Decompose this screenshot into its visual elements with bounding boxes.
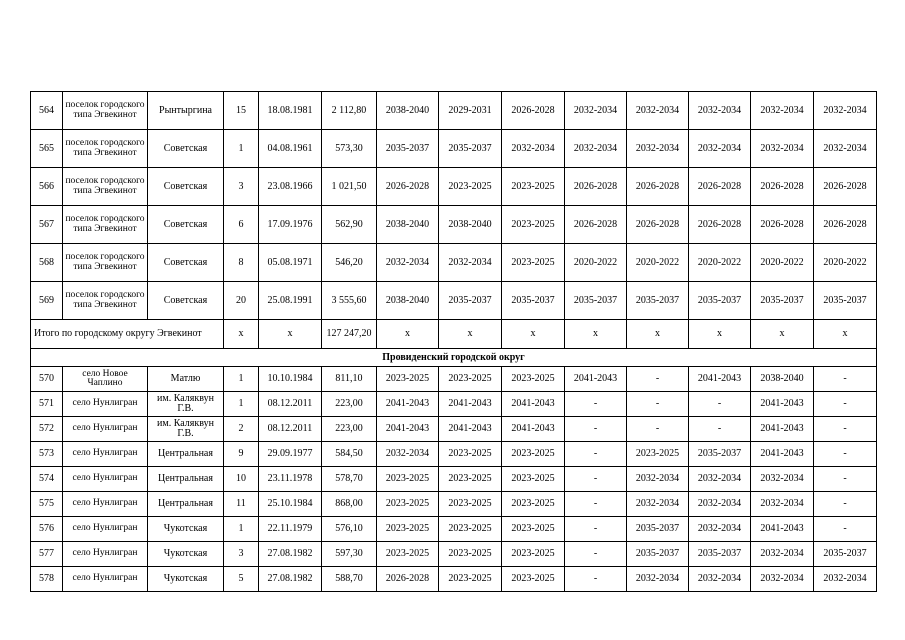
period-cell: 2038-2040	[751, 367, 814, 392]
period-cell: 2032-2034	[689, 92, 751, 130]
period-cell: 2032-2034	[377, 244, 439, 282]
total-period-cell: х	[565, 320, 627, 349]
street-cell: Чукотская	[148, 542, 224, 567]
table-row	[31, 517, 877, 542]
area-cell: 1 021,50	[322, 168, 377, 206]
period-cell: 2032-2034	[751, 567, 814, 592]
period-cell: 2026-2028	[814, 206, 877, 244]
commission-date-cell: 18.08.1981	[259, 92, 322, 130]
house-number-cell: 8	[224, 244, 259, 282]
area-cell: 588,70	[322, 567, 377, 592]
period-cell: 2032-2034	[689, 467, 751, 492]
house-number-cell: 3	[224, 168, 259, 206]
period-cell: 2041-2043	[689, 367, 751, 392]
section-title: Провиденский городской округ	[31, 349, 877, 367]
area-cell: 223,00	[322, 392, 377, 417]
period-cell: 2032-2034	[814, 92, 877, 130]
commission-date-cell: 22.11.1979	[259, 517, 322, 542]
period-cell: 2035-2037	[377, 130, 439, 168]
period-cell: 2035-2037	[627, 542, 689, 567]
period-cell: -	[627, 367, 689, 392]
period-cell: -	[565, 442, 627, 467]
total-period-cell: х	[689, 320, 751, 349]
area-cell: 576,10	[322, 517, 377, 542]
locality-cell: поселок городского типа Эгвекинот	[63, 282, 148, 320]
commission-date-cell: 25.08.1991	[259, 282, 322, 320]
house-number-cell: 11	[224, 492, 259, 517]
period-cell: 2038-2040	[377, 282, 439, 320]
period-cell: 2023-2025	[377, 467, 439, 492]
period-cell: 2023-2025	[502, 567, 565, 592]
period-cell: 2023-2025	[502, 542, 565, 567]
locality-cell: село Новое Чаплино	[63, 367, 148, 392]
house-number-cell: 1	[224, 130, 259, 168]
street-cell: Чукотская	[148, 567, 224, 592]
house-number-cell: 1	[224, 392, 259, 417]
document-page	[30, 91, 876, 592]
house-number-cell: 9	[224, 442, 259, 467]
period-cell: 2023-2025	[439, 367, 502, 392]
row-number: 578	[31, 567, 63, 592]
commission-date-cell: 29.09.1977	[259, 442, 322, 467]
period-cell: 2026-2028	[814, 168, 877, 206]
period-cell: 2023-2025	[439, 168, 502, 206]
house-number-cell: 3	[224, 542, 259, 567]
period-cell: 2035-2037	[502, 282, 565, 320]
locality-cell: село Нунлигран	[63, 542, 148, 567]
period-cell: 2026-2028	[502, 92, 565, 130]
street-cell: Советская	[148, 130, 224, 168]
period-cell: 2035-2037	[439, 282, 502, 320]
area-cell: 562,90	[322, 206, 377, 244]
locality-cell: поселок городского типа Эгвекинот	[63, 244, 148, 282]
row-number: 566	[31, 168, 63, 206]
commission-date-cell: 10.10.1984	[259, 367, 322, 392]
period-cell: 2035-2037	[689, 542, 751, 567]
locality-cell: село Нунлигран	[63, 467, 148, 492]
period-cell: 2032-2034	[565, 130, 627, 168]
period-cell: 2023-2025	[502, 442, 565, 467]
period-cell: -	[565, 567, 627, 592]
house-number-cell: 1	[224, 517, 259, 542]
area-cell: 597,30	[322, 542, 377, 567]
period-cell: 2023-2025	[627, 442, 689, 467]
period-cell: -	[689, 392, 751, 417]
period-cell: -	[814, 442, 877, 467]
total-period-cell: х	[814, 320, 877, 349]
street-cell: им. Каляквун Г.В.	[148, 392, 224, 417]
section-header-row	[31, 349, 877, 367]
period-cell: 2020-2022	[814, 244, 877, 282]
period-cell: 2035-2037	[689, 442, 751, 467]
row-number: 570	[31, 367, 63, 392]
period-cell: 2029-2031	[439, 92, 502, 130]
period-cell: 2023-2025	[377, 542, 439, 567]
street-cell: Советская	[148, 206, 224, 244]
period-cell: 2023-2025	[502, 492, 565, 517]
row-number: 564	[31, 92, 63, 130]
period-cell: 2026-2028	[377, 168, 439, 206]
period-cell: 2023-2025	[377, 517, 439, 542]
locality-cell: поселок городского типа Эгвекинот	[63, 130, 148, 168]
table-row	[31, 442, 877, 467]
area-cell: 578,70	[322, 467, 377, 492]
commission-date-cell: 08.12.2011	[259, 392, 322, 417]
table-row	[31, 567, 877, 592]
period-cell: 2023-2025	[439, 467, 502, 492]
period-cell: 2041-2043	[377, 392, 439, 417]
period-cell: 2032-2034	[689, 517, 751, 542]
period-cell: 2035-2037	[814, 542, 877, 567]
period-cell: 2020-2022	[751, 244, 814, 282]
locality-cell: село Нунлигран	[63, 492, 148, 517]
house-number-cell: 2	[224, 417, 259, 442]
period-cell: 2026-2028	[689, 206, 751, 244]
street-cell: им. Каляквун Г.В.	[148, 417, 224, 442]
table-row	[31, 542, 877, 567]
period-cell: 2026-2028	[627, 206, 689, 244]
period-cell: 2041-2043	[751, 442, 814, 467]
row-number: 567	[31, 206, 63, 244]
period-cell: 2023-2025	[439, 567, 502, 592]
period-cell: 2026-2028	[565, 206, 627, 244]
commission-date-cell: 27.08.1982	[259, 567, 322, 592]
area-cell: 811,10	[322, 367, 377, 392]
area-cell: 868,00	[322, 492, 377, 517]
period-cell: 2041-2043	[502, 417, 565, 442]
period-cell: -	[565, 392, 627, 417]
area-cell: 546,20	[322, 244, 377, 282]
table-row	[31, 92, 877, 130]
locality-cell: село Нунлигран	[63, 417, 148, 442]
total-period-cell: х	[377, 320, 439, 349]
street-cell: Матлю	[148, 367, 224, 392]
commission-date-cell: 27.08.1982	[259, 542, 322, 567]
period-cell: -	[814, 417, 877, 442]
period-cell: 2020-2022	[565, 244, 627, 282]
street-cell: Советская	[148, 244, 224, 282]
street-cell: Советская	[148, 168, 224, 206]
commission-date-cell: 23.11.1978	[259, 467, 322, 492]
commission-date-cell: 17.09.1976	[259, 206, 322, 244]
period-cell: 2023-2025	[439, 517, 502, 542]
period-cell: 2032-2034	[689, 492, 751, 517]
period-cell: 2023-2025	[439, 442, 502, 467]
period-cell: 2023-2025	[439, 542, 502, 567]
period-cell: -	[814, 367, 877, 392]
period-cell: 2023-2025	[502, 244, 565, 282]
house-number-cell: 20	[224, 282, 259, 320]
period-cell: -	[565, 492, 627, 517]
period-cell: -	[565, 417, 627, 442]
commission-date-cell: 05.08.1971	[259, 244, 322, 282]
period-cell: 2035-2037	[814, 282, 877, 320]
row-number: 569	[31, 282, 63, 320]
period-cell: 2041-2043	[565, 367, 627, 392]
area-cell: 584,50	[322, 442, 377, 467]
row-number: 571	[31, 392, 63, 417]
street-cell: Центральная	[148, 492, 224, 517]
period-cell: -	[814, 517, 877, 542]
commission-date-cell: 25.10.1984	[259, 492, 322, 517]
street-cell: Советская	[148, 282, 224, 320]
house-number-cell: 1	[224, 367, 259, 392]
house-number-cell: 6	[224, 206, 259, 244]
period-cell: 2041-2043	[751, 417, 814, 442]
row-number: 577	[31, 542, 63, 567]
period-cell: 2038-2040	[377, 92, 439, 130]
period-cell: 2020-2022	[627, 244, 689, 282]
locality-cell: поселок городского типа Эгвекинот	[63, 168, 148, 206]
period-cell: 2032-2034	[751, 467, 814, 492]
row-number: 565	[31, 130, 63, 168]
period-cell: 2023-2025	[502, 467, 565, 492]
row-number: 574	[31, 467, 63, 492]
house-number-cell: 5	[224, 567, 259, 592]
total-label: Итого по городскому округу Эгвекинот	[31, 320, 224, 349]
period-cell: 2035-2037	[689, 282, 751, 320]
period-cell: 2032-2034	[377, 442, 439, 467]
total-period-cell: х	[439, 320, 502, 349]
period-cell: 2026-2028	[565, 168, 627, 206]
period-cell: 2041-2043	[377, 417, 439, 442]
period-cell: 2032-2034	[627, 467, 689, 492]
period-cell: 2026-2028	[751, 168, 814, 206]
table-row	[31, 392, 877, 417]
period-cell: 2032-2034	[502, 130, 565, 168]
total-row	[31, 320, 877, 349]
period-cell: 2032-2034	[814, 130, 877, 168]
period-cell: -	[565, 517, 627, 542]
area-cell: 223,00	[322, 417, 377, 442]
period-cell: 2023-2025	[502, 517, 565, 542]
table-row	[31, 206, 877, 244]
total-period-cell: х	[502, 320, 565, 349]
period-cell: 2032-2034	[751, 492, 814, 517]
period-cell: -	[689, 417, 751, 442]
locality-cell: село Нунлигран	[63, 567, 148, 592]
total-house: х	[224, 320, 259, 349]
table-row	[31, 492, 877, 517]
period-cell: 2032-2034	[627, 492, 689, 517]
period-cell: -	[814, 492, 877, 517]
table-row	[31, 168, 877, 206]
locality-cell: поселок городского типа Эгвекинот	[63, 206, 148, 244]
period-cell: -	[627, 417, 689, 442]
row-number: 575	[31, 492, 63, 517]
total-period-cell: х	[751, 320, 814, 349]
street-cell: Центральная	[148, 442, 224, 467]
period-cell: 2026-2028	[751, 206, 814, 244]
period-cell: 2038-2040	[439, 206, 502, 244]
period-cell: -	[814, 392, 877, 417]
area-cell: 573,30	[322, 130, 377, 168]
row-number: 572	[31, 417, 63, 442]
period-cell: 2023-2025	[502, 367, 565, 392]
period-cell: 2035-2037	[627, 517, 689, 542]
commission-date-cell: 04.08.1961	[259, 130, 322, 168]
table-body	[31, 92, 877, 592]
period-cell: 2041-2043	[751, 517, 814, 542]
locality-cell: поселок городского типа Эгвекинот	[63, 92, 148, 130]
period-cell: -	[565, 467, 627, 492]
table-row	[31, 282, 877, 320]
period-cell: 2041-2043	[439, 417, 502, 442]
commission-date-cell: 08.12.2011	[259, 417, 322, 442]
period-cell: 2038-2040	[377, 206, 439, 244]
total-period-cell: х	[627, 320, 689, 349]
table-row	[31, 130, 877, 168]
period-cell: 2026-2028	[627, 168, 689, 206]
period-cell: 2035-2037	[751, 282, 814, 320]
period-cell: 2023-2025	[439, 492, 502, 517]
period-cell: 2023-2025	[377, 367, 439, 392]
total-date: х	[259, 320, 322, 349]
period-cell: 2023-2025	[502, 168, 565, 206]
period-cell: 2032-2034	[814, 567, 877, 592]
period-cell: 2023-2025	[377, 492, 439, 517]
period-cell: 2041-2043	[502, 392, 565, 417]
period-cell: 2032-2034	[627, 130, 689, 168]
repair-schedule-table	[30, 91, 877, 592]
period-cell: 2023-2025	[502, 206, 565, 244]
period-cell: 2035-2037	[627, 282, 689, 320]
period-cell: -	[814, 467, 877, 492]
total-area: 127 247,20	[322, 320, 377, 349]
locality-cell: село Нунлигран	[63, 517, 148, 542]
period-cell: 2032-2034	[751, 542, 814, 567]
period-cell: 2041-2043	[751, 392, 814, 417]
period-cell: 2032-2034	[627, 92, 689, 130]
period-cell: -	[565, 542, 627, 567]
locality-cell: село Нунлигран	[63, 442, 148, 467]
house-number-cell: 10	[224, 467, 259, 492]
table-row	[31, 417, 877, 442]
period-cell: 2032-2034	[751, 92, 814, 130]
street-cell: Рынтыргина	[148, 92, 224, 130]
period-cell: 2020-2022	[689, 244, 751, 282]
period-cell: -	[627, 392, 689, 417]
commission-date-cell: 23.08.1966	[259, 168, 322, 206]
house-number-cell: 15	[224, 92, 259, 130]
area-cell: 3 555,60	[322, 282, 377, 320]
period-cell: 2026-2028	[689, 168, 751, 206]
row-number: 573	[31, 442, 63, 467]
table-row	[31, 244, 877, 282]
street-cell: Центральная	[148, 467, 224, 492]
period-cell: 2035-2037	[565, 282, 627, 320]
period-cell: 2032-2034	[565, 92, 627, 130]
area-cell: 2 112,80	[322, 92, 377, 130]
period-cell: 2035-2037	[439, 130, 502, 168]
period-cell: 2026-2028	[377, 567, 439, 592]
period-cell: 2032-2034	[627, 567, 689, 592]
period-cell: 2041-2043	[439, 392, 502, 417]
locality-cell: село Нунлигран	[63, 392, 148, 417]
period-cell: 2032-2034	[439, 244, 502, 282]
table-row	[31, 367, 877, 392]
table-row	[31, 467, 877, 492]
row-number: 568	[31, 244, 63, 282]
period-cell: 2032-2034	[689, 130, 751, 168]
period-cell: 2032-2034	[751, 130, 814, 168]
period-cell: 2032-2034	[689, 567, 751, 592]
row-number: 576	[31, 517, 63, 542]
street-cell: Чукотская	[148, 517, 224, 542]
